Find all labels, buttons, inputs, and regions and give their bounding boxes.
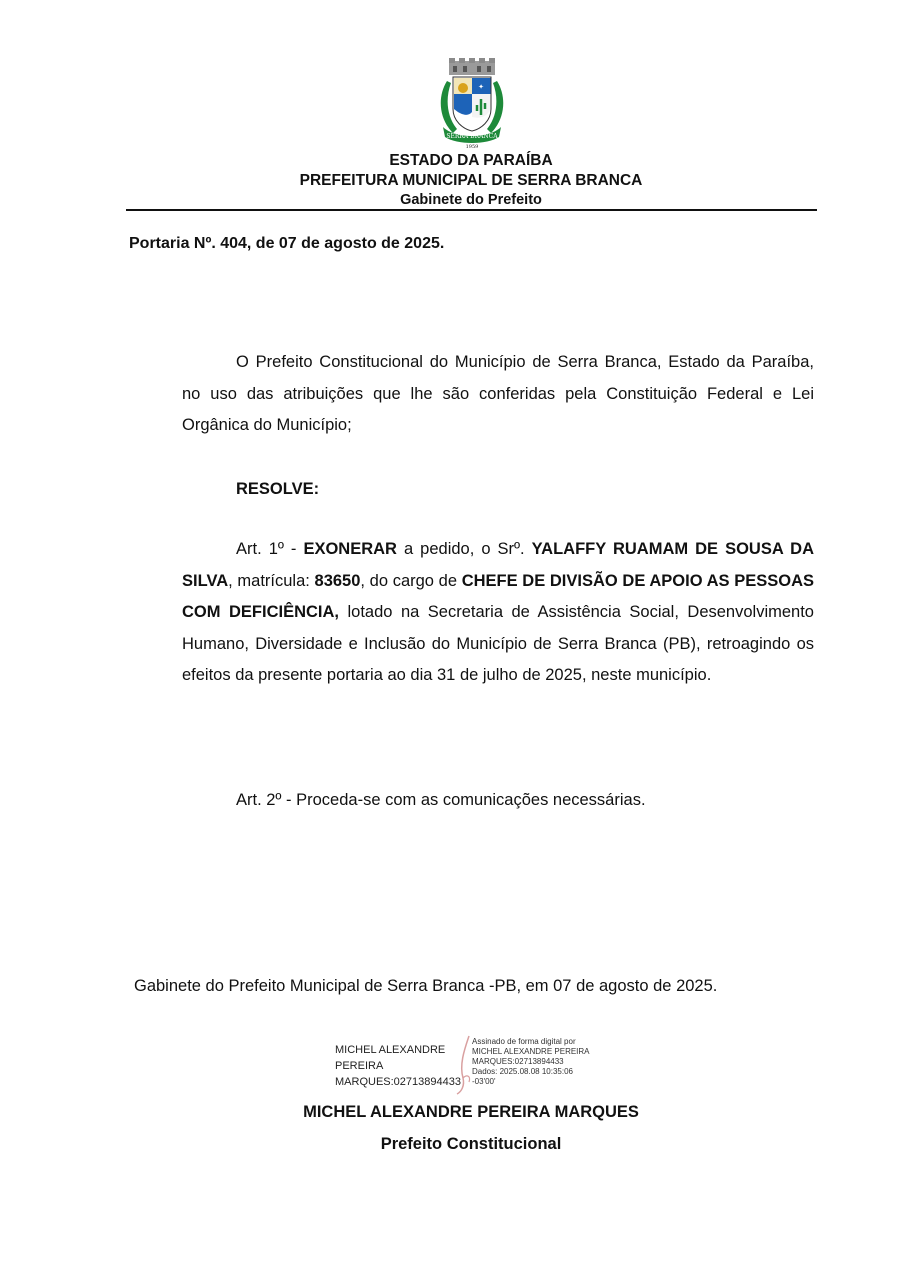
sig-name-line: MARQUES:02713894433	[335, 1076, 461, 1088]
sig-info-line: -03'00'	[472, 1077, 496, 1086]
municipal-coat-of-arms	[435, 57, 509, 149]
signer-name: MICHEL ALEXANDRE PEREIRA MARQUES	[303, 1103, 639, 1121]
preamble-paragraph: O Prefeito Constitucional do Município de Serra Branca, Estado da Paraíba, no uso das atribuições que lhe são conferidas pela Constituição Federal e Lei Orgânica do Município;	[182, 353, 814, 434]
crest-banner-text: SERRA BRANCA	[446, 133, 498, 140]
sig-name-line: PEREIRA	[335, 1060, 384, 1072]
sig-name-line: MICHEL ALEXANDRE	[335, 1044, 446, 1056]
document-title: Portaria Nº. 404, de 07 de agosto de 2025.	[129, 235, 445, 252]
svg-text:✦: ✦	[478, 83, 484, 91]
art1-registration: 83650	[314, 571, 361, 590]
closing-line: Gabinete do Prefeito Municipal de Serra Branca -PB, em 07 de agosto de 2025.	[134, 977, 718, 995]
article-2: Art. 2º - Proceda-se com as comunicações necessárias.	[236, 791, 646, 809]
sig-info-line: Assinado de forma digital por	[472, 1037, 576, 1046]
header-office: Gabinete do Prefeito	[400, 192, 542, 208]
sig-info-line: MICHEL ALEXANDRE PEREIRA	[472, 1047, 590, 1056]
art1-action: EXONERAR	[303, 540, 397, 558]
header-city-hall: PREFEITURA MUNICIPAL DE SERRA BRANCA	[299, 172, 643, 189]
header-state: ESTADO DA PARAÍBA	[389, 152, 553, 169]
crest-year: 1959	[465, 144, 479, 149]
art1-prefix: Art. 1º -	[236, 540, 304, 558]
signer-role: Prefeito Constitucional	[380, 1135, 562, 1153]
resolve-heading: RESOLVE:	[236, 480, 320, 498]
art1-person-name: YALAFFY RUAMAM DE SOUSA DA SILVA	[182, 540, 814, 590]
digital-signature-details	[472, 1037, 590, 1087]
article-1	[182, 534, 814, 692]
art1-text-a: a pedido, o Srº.	[396, 540, 532, 558]
sig-info-line: MARQUES:02713894433	[472, 1057, 564, 1066]
art1-text-c: , do cargo de	[360, 571, 462, 590]
art1-text-b: , matrícula:	[228, 571, 315, 590]
header-divider	[126, 209, 817, 211]
art1-text-d: lotado na Secretaria de Assistência Social, Desenvolvimento Humano, Diversidade e Inclusão do Município de Serra Branca (PB), retroagindo os efeitos da presente portaria ao dia 31 de julho de 2025, neste município.	[182, 603, 814, 684]
sig-info-line: Dados: 2025.08.08 10:35:06	[472, 1067, 573, 1076]
digital-signature-name	[335, 1042, 461, 1090]
art1-position: CHEFE DE DIVISÃO DE APOIO AS PESSOAS COM DEFICIÊNCIA,	[182, 571, 814, 621]
